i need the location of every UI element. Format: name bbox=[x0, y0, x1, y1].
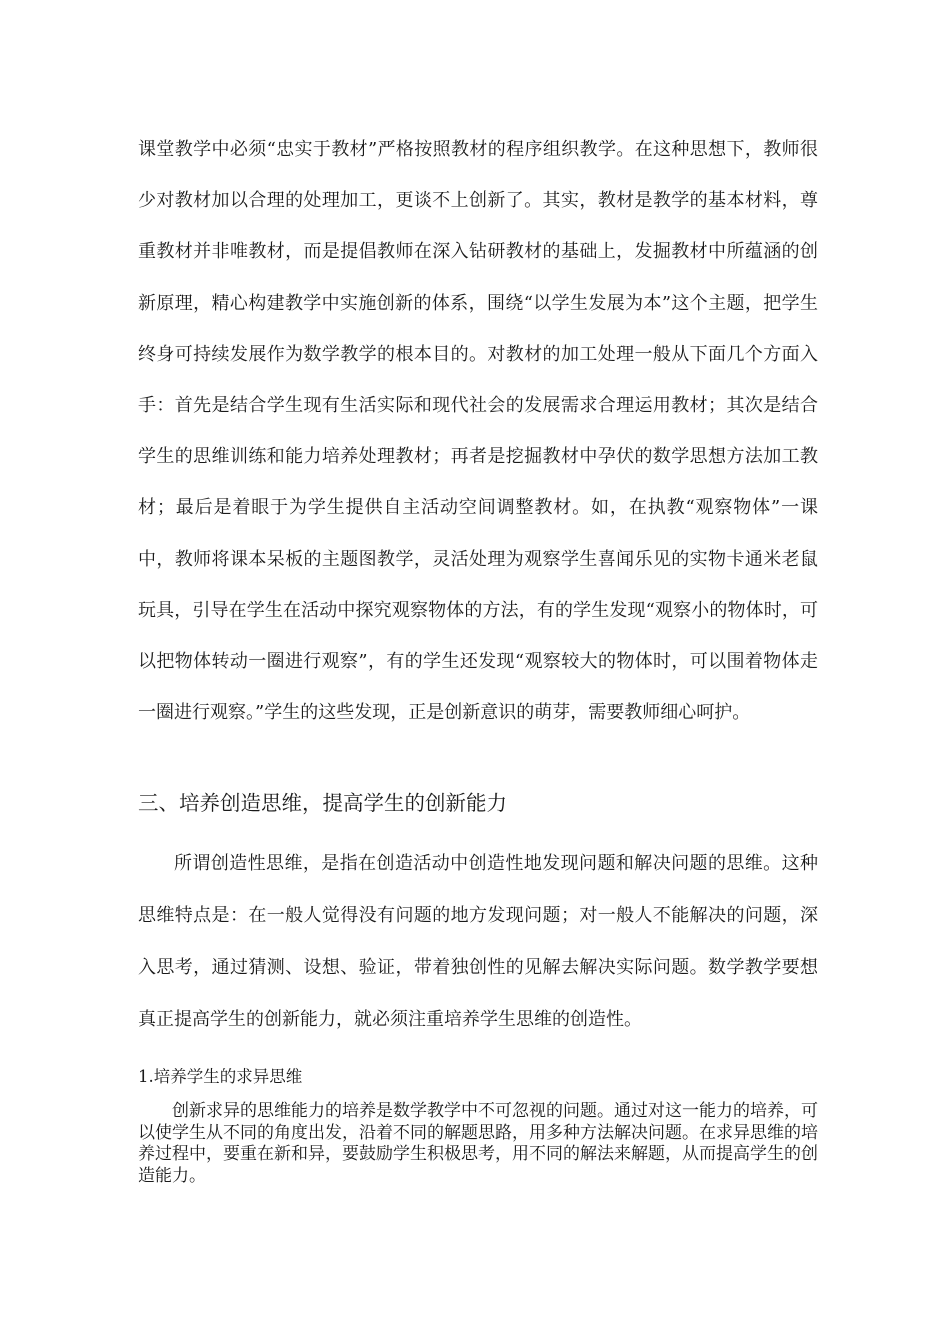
sub-heading: 1.培养学生的求异思维 bbox=[138, 1067, 303, 1086]
section-heading: 三、培养创造思维，提高学生的创新能力 bbox=[138, 791, 507, 815]
body-paragraph-2: 所谓创造性思维，是指在创造活动中创造性地发现问题和解决问题的思维。这种思维特点是：在一般人觉得没有问题的地方发现问题；对一般人不能解决的问题，深入思考，通过猜测、设想、验证，带着独创性的见解去解决实际问题。数学教学要想真正提高学生的创新能力，就必须注重培养学生思维的创造性。 bbox=[138, 853, 818, 1030]
body-paragraph-3: 创新求异的思维能力的培养是数学教学中不可忽视的问题。通过对这一能力的培养，可以使学生从不同的角度出发，沿着不同的解题思路，用多种方法解决问题。在求异思维的培养过程中，要重在新和异，要鼓励学生积极思考，用不同的解法来解题，从而提高学生的创造能力。 bbox=[138, 1101, 818, 1186]
body-paragraph-1: 课堂教学中必须“忠实于教材”严格按照教材的程序组织教学。在这种思想下，教师很少对教材加以合理的处理加工，更谈不上创新了。其实，教材是教学的基本材料，尊重教材并非唯教材，而是提倡教师在深入钻研教材的基础上，发掘教材中所蕴涵的创新原理，精心构建教学中实施创新的体系，围绕“以学生发展为本”这个主题，把学生终身可持续发展作为数学教学的根本目的。对教材的加工处理一般从下面几个方面入手：首先是结合学生现有生活实际和现代社会的发展需求合理运用教材；其次是结合学生的思维训练和能力培养处理教材；再者是挖掘教材中孕伏的数学思想方法加工教材；最后是着眼于为学生提供自主活动空间调整教材。如，在执教“观察物体”一课中，教师将课本呆板的主题图教学，灵活处理为观察学生喜闻乐见的实物卡通米老鼠玩具，引导在学生在活动中探究观察物体的方法，有的学生发现“观察小的物体时，可以把物体转动一圈进行观察”，有的学生还发现“观察较大的物体时，可以围着物体走一圈进行观察。”学生的这些发现，正是创新意识的萌芽，需要教师细心呵护。 bbox=[138, 139, 818, 724]
